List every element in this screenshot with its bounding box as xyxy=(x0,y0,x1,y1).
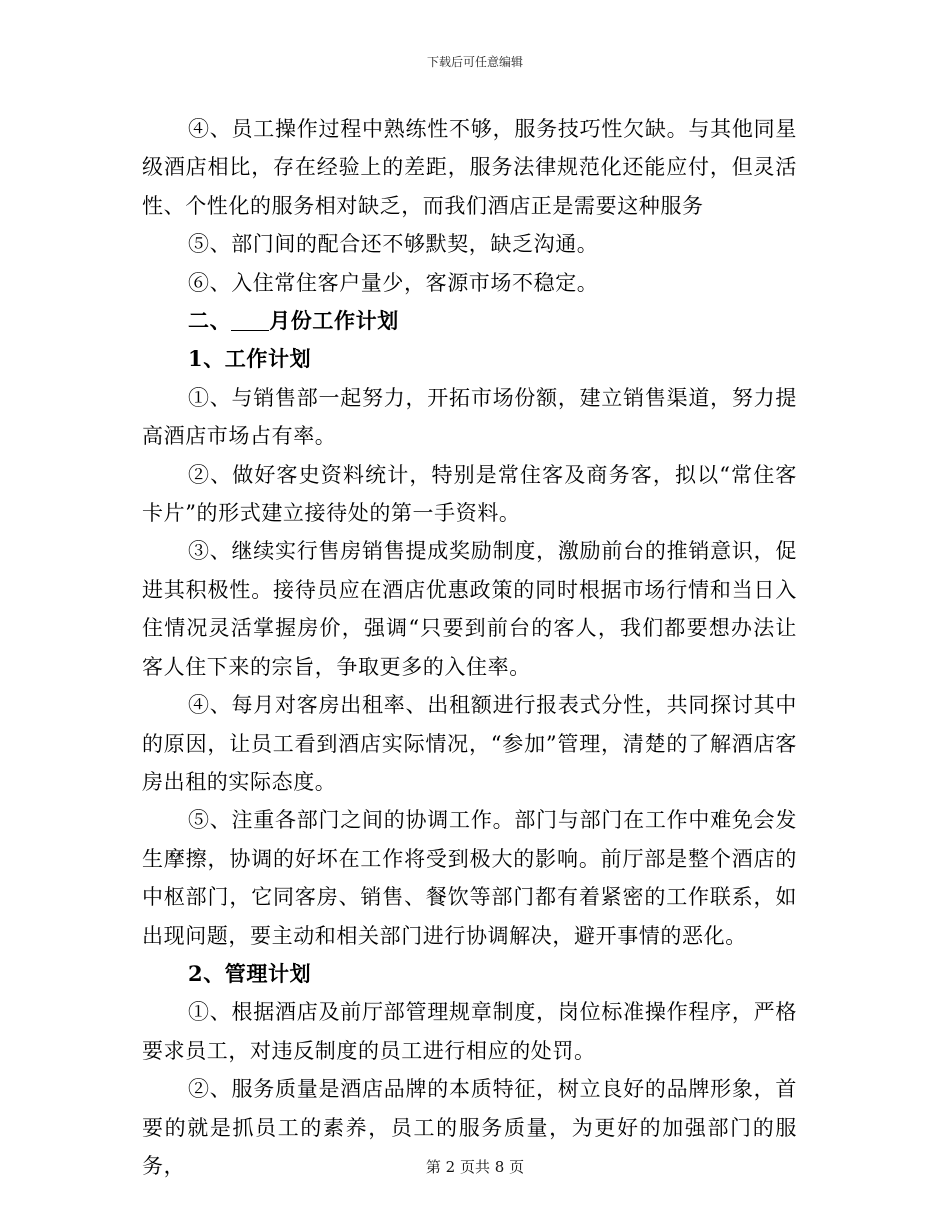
management-item: ①、根据酒店及前厅部管理规章制度，岗位标准操作程序，严格要求员工，对违反制度的员工进行相应的处罚。 xyxy=(142,1000,797,1063)
management-item: ②、服务质量是酒店品牌的本质特征，树立良好的品牌形象，首要的就是抓员工的素养，员工的服务质量，为更好的加强部门的服务， xyxy=(142,1077,797,1178)
paragraph: ⑥、入住常住客户量少，客源市场不稳定。 xyxy=(188,270,599,295)
subsection-heading-work-plan: 1、工作计划 xyxy=(188,346,312,372)
document-body xyxy=(142,110,797,1185)
plan-item: ③、继续实行售房销售提成奖励制度，激励前台的推销意识，促进其积极性。接待员应在酒店优惠政策的同时根据市场行情和当日入住情况灵活掌握房价，强调“只要到前台的客人，我们都要想办法让客人住下来的宗旨，争取更多的入住率。 xyxy=(142,539,797,679)
section-heading-prefix: 二、 xyxy=(188,308,232,334)
blank-fill-line xyxy=(231,310,269,331)
section-heading-suffix: 月份工作计划 xyxy=(269,308,399,334)
plan-item: ⑤、注重各部门之间的协调工作。部门与部门在工作中难免会发生摩擦，协调的好坏在工作将受到极大的影响。前厅部是整个酒店的中枢部门，它同客房、销售、餐饮等部门都有着紧密的工作联系，如出现问题，要主动和相关部门进行协调解决，避开事情的恶化。 xyxy=(142,808,797,948)
page-header: 下载后可任意编辑 xyxy=(426,55,523,69)
subsection-heading-management-plan: 2、管理计划 xyxy=(188,960,312,986)
page-footer: 第 2 页共 8 页 xyxy=(425,1158,525,1176)
plan-item: ④、每月对客房出租率、出租额进行报表式分性，共同探讨其中的原因，让员工看到酒店实际情况，“参加”管理，清楚的了解酒店客房出租的实际态度。 xyxy=(142,693,797,794)
paragraph: ⑤、部门间的配合还不够默契，缺乏沟通。 xyxy=(188,232,599,257)
paragraph: ④、员工操作过程中熟练性不够，服务技巧性欠缺。与其他同星级酒店相比，存在经验上的差距，服务法律规范化还能应付，但灵活性、个性化的服务相对缺乏，而我们酒店正是需要这种服务 xyxy=(142,117,797,218)
plan-item: ①、与销售部一起努力，开拓市场份额，建立销售渠道，努力提高酒店市场占有率。 xyxy=(142,385,797,449)
plan-item: ②、做好客史资料统计，特别是常住客及商务客，拟以“常住客卡片”的形式建立接待处的第一手资料。 xyxy=(142,462,797,526)
section-heading xyxy=(142,302,797,340)
